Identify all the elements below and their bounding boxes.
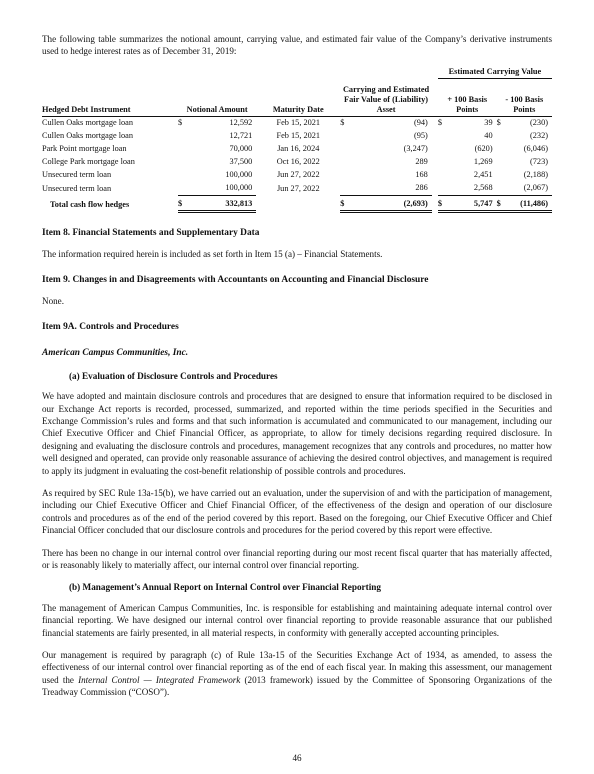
currency-symbol: [497, 156, 507, 169]
cell-maturity: Feb 15, 2021: [276, 131, 321, 141]
total-row: [42, 195, 552, 212]
paragraph-no-change: There has been no change in our internal control over financial reporting during our most recent fiscal quarter that has materially affected, or is reasonably likely to materially affect, our internal control over financial reporting.: [42, 547, 552, 571]
table-row: [42, 169, 552, 182]
cell-notional: 37,500: [229, 157, 253, 167]
cell-minus100: (2,188): [523, 170, 548, 180]
total-plus100: 5,747: [448, 195, 497, 212]
coso-text-end: (2013 framework) issued by the Committee of Sponsoring Organizations of the Treadway Commission (“COSO”).: [42, 674, 553, 698]
total-carrying: (2,693): [350, 195, 432, 212]
derivative-table: [42, 66, 552, 214]
header-instrument: Hedged Debt Instrument: [42, 79, 178, 117]
cell-plus100: 40: [484, 131, 493, 141]
page-number: 46: [292, 753, 302, 763]
paragraph-disclosure-controls: We have adopted and maintain disclosure controls and procedures that are designed to ensure that information required to be disclosed in our Exchange Act reports is recorded, processed, summarized, and reported within the time periods specified in the Securities and Exchange Commission’s rules and forms and that such information is accumulated and communicated to our management, including our Chief Executive Officer and Chief Financial Officer, as appropriate, to allow for timely decisions regarding required disclosure. In designing and evaluating the disclosure controls and procedures, management recognizes that any controls and procedures, no matter how well designed and operated, can provide only reasonable assurance of achieving the desired control objectives, and management is required to apply its judgment in evaluating the cost-benefit relationship of possible controls and procedures.: [42, 391, 552, 476]
table-row: [42, 156, 552, 169]
currency-symbol: $: [438, 195, 448, 212]
total-label: Total cash flow hedges: [50, 200, 130, 210]
total-notional: 332,813: [188, 195, 256, 212]
intro-paragraph: The following table summarizes the notional amount, carrying value, and estimated fair value of the Company’s derivative instruments used to hedge interest rates as of December 31, 2019:: [42, 34, 552, 57]
currency-symbol: $: [496, 118, 501, 128]
cell-carrying: 168: [415, 170, 428, 180]
cell-minus100: (2,067): [523, 183, 548, 193]
currency-symbol: [340, 143, 350, 156]
cell-notional: 100,000: [225, 183, 253, 193]
coso-framework-title: Internal Control — Integrated Framework: [78, 674, 241, 685]
currency-symbol: [497, 143, 507, 156]
coso-text-start: Our management is required by paragraph (c) of Rule 13a-15 of the Securities Exchange Act of 1934, as amended, to assess the effectiveness of our internal control over financial reporting as of the end of each fiscal year. In making this assessment, our management used the: [42, 650, 552, 685]
currency-symbol: [497, 130, 507, 143]
table-row: [42, 116, 552, 130]
cell-plus100: (620): [474, 144, 493, 154]
header-minus100: - 100 Basis Points: [497, 79, 552, 117]
item9-body: None.: [42, 295, 64, 306]
cell-notional: 12,721: [229, 131, 253, 141]
item9a-heading: Item 9A. Controls and Procedures: [42, 321, 179, 332]
header-notional: Notional Amount: [178, 79, 256, 117]
cell-instrument: Cullen Oaks mortgage loan: [42, 131, 134, 141]
cell-plus100: 2,568: [473, 183, 493, 193]
currency-symbol: [497, 169, 507, 182]
currency-symbol: [178, 130, 188, 143]
currency-symbol: [438, 182, 448, 196]
paragraph-evaluation: As required by SEC Rule 13a-15(b), we have carried out an evaluation, under the supervision of and with the participation of management, including our Chief Executive Officer and Chief Financial Officer, of the effectiveness of the design and operation of our disclosure controls and procedures as of the end of the period covered by this report. Based on the foregoing, our Chief Executive Officer and Chief Financial Officer concluded that our disclosure controls and procedures for the period covered by this report were effective.: [42, 488, 552, 536]
cell-notional: 100,000: [225, 170, 253, 180]
currency-symbol: [178, 143, 188, 156]
cell-maturity: Jun 27, 2022: [276, 170, 320, 180]
cell-maturity: Oct 16, 2022: [276, 157, 320, 167]
currency-symbol: [438, 156, 448, 169]
cell-notional: 12,592: [229, 118, 253, 128]
paragraph-management-responsibility: The management of American Campus Communities, Inc. is responsible for establishing and maintaining adequate internal control over financial reporting. We have designed our internal control over financial reporting to provide reasonable assurance that our published financial statements are fairly presented, in all material respects, in conformity with generally accepted accounting principles.: [42, 602, 552, 638]
cell-plus100: 1,269: [473, 157, 493, 167]
cell-instrument: Cullen Oaks mortgage loan: [42, 118, 134, 128]
currency-symbol: [340, 182, 350, 196]
currency-symbol: [340, 156, 350, 169]
cell-minus100: (230): [530, 118, 548, 128]
currency-symbol: $: [497, 195, 507, 212]
cell-instrument: Unsecured term loan: [42, 183, 112, 193]
currency-symbol: $: [340, 195, 350, 212]
cell-carrying: (95): [413, 131, 428, 141]
total-minus100: (11,486): [507, 195, 552, 212]
currency-symbol: [438, 130, 448, 143]
currency-symbol: [178, 182, 188, 196]
company-name: American Campus Communities, Inc.: [42, 348, 189, 359]
currency-symbol: [497, 182, 507, 196]
currency-symbol: [178, 169, 188, 182]
cell-notional: 70,000: [229, 144, 253, 154]
cell-carrying: (3,247): [403, 144, 428, 154]
cell-plus100: 39: [484, 118, 493, 128]
cell-carrying: 289: [415, 157, 428, 167]
currency-symbol: $: [340, 118, 345, 128]
subheading-b: (b) Management’s Annual Report on Internal Control over Financial Reporting: [69, 582, 381, 593]
currency-symbol: $: [178, 195, 188, 212]
group-header: Estimated Carrying Value: [438, 66, 552, 79]
subheading-a: (a) Evaluation of Disclosure Controls and Procedures: [69, 370, 278, 381]
paragraph-coso: [42, 649, 552, 699]
cell-minus100: (6,046): [523, 144, 548, 154]
table-row: [42, 130, 552, 143]
header-carrying: Carrying and Estimated Fair Value of (Liability) Asset: [340, 79, 432, 117]
currency-symbol: [340, 169, 350, 182]
cell-plus100: 2,451: [473, 170, 493, 180]
cell-maturity: Jun 27, 2022: [276, 183, 320, 193]
header-maturity: Maturity Date: [256, 79, 340, 117]
cell-maturity: Jan 16, 2024: [277, 144, 320, 154]
cell-carrying: (94): [413, 118, 428, 128]
currency-symbol: $: [437, 118, 442, 128]
currency-symbol: [340, 130, 350, 143]
table-row: [42, 143, 552, 156]
currency-symbol: $: [178, 118, 183, 128]
cell-carrying: 286: [415, 183, 428, 193]
cell-minus100: (232): [530, 131, 548, 141]
cell-minus100: (723): [530, 157, 548, 167]
cell-instrument: Park Point mortgage loan: [42, 144, 127, 154]
currency-symbol: [438, 143, 448, 156]
currency-symbol: [438, 169, 448, 182]
cell-instrument: College Park mortgage loan: [42, 157, 135, 167]
item8-body: The information required herein is included as set forth in Item 15 (a) – Financial Statements.: [42, 248, 383, 259]
currency-symbol: [178, 156, 188, 169]
header-plus100: + 100 Basis Points: [438, 79, 497, 117]
table-row: [42, 182, 552, 196]
cell-maturity: Feb 15, 2021: [276, 118, 321, 128]
item8-heading: Item 8. Financial Statements and Supplementary Data: [42, 228, 260, 239]
item9-heading: Item 9. Changes in and Disagreements with Accountants on Accounting and Financial Disclosure: [42, 275, 429, 286]
cell-instrument: Unsecured term loan: [42, 170, 112, 180]
